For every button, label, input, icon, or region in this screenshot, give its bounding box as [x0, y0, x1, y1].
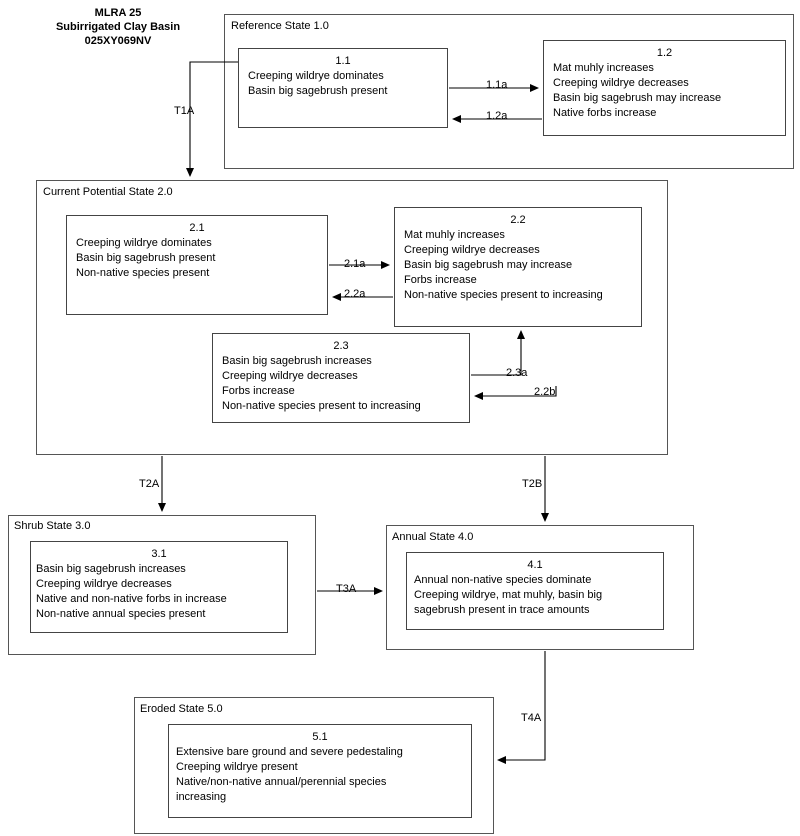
- pathway-label-2-1a: 2.1a: [344, 258, 366, 270]
- phase-box-5-1: [168, 724, 472, 818]
- phase-number-1-2: 1.2: [656, 47, 673, 59]
- phase-box-2-1: [66, 215, 328, 315]
- phase-number-1-1: 1.1: [335, 55, 351, 67]
- phase-line-3-1-2: Native and non-native forbs in increase: [36, 593, 227, 605]
- transition-label-t2a: T2A: [139, 478, 160, 490]
- phase-line-5-1-0: Extensive bare ground and severe pedestaling: [176, 746, 403, 758]
- phase-line-5-1-2: Native/non-native annual/perennial species: [176, 776, 387, 788]
- phase-number-4-1: 4.1: [527, 559, 543, 571]
- pathway-label-2-2a: 2.2a: [344, 288, 366, 300]
- state-label-current-potential: Current Potential State 2.0: [43, 186, 173, 198]
- phase-line-3-1-1: Creeping wildrye decreases: [36, 578, 172, 590]
- phase-line-4-1-1: Creeping wildrye, mat muhly, basin big: [414, 589, 603, 601]
- pathway-label-2-2b: 2.2b: [534, 386, 556, 398]
- phase-line-3-1-3: Non-native annual species present: [36, 608, 206, 620]
- phase-line-2-3-0: Basin big sagebrush increases: [222, 355, 372, 367]
- pathway-label-1-1a: 1.1a: [486, 79, 508, 91]
- state-label-annual: Annual State 4.0: [392, 531, 474, 543]
- transition-label-t1a: T1A: [174, 105, 195, 117]
- phase-line-5-1-3: increasing: [176, 791, 227, 803]
- phase-box-4-1: [406, 552, 664, 630]
- transition-label-t2b: T2B: [522, 478, 543, 490]
- phase-line-2-1-1: Basin big sagebrush present: [76, 252, 216, 264]
- phase-box-1-1: [238, 48, 448, 128]
- phase-line-4-1-0: Annual non-native species dominate: [414, 574, 592, 586]
- pathway-label-2-3a: 2.3a: [506, 367, 528, 379]
- state-label-reference: Reference State 1.0: [231, 20, 329, 32]
- phase-line-1-2-1: Creeping wildrye decreases: [553, 77, 689, 89]
- state-label-shrub: Shrub State 3.0: [14, 520, 91, 532]
- phase-line-2-2-1: Creeping wildrye decreases: [404, 244, 540, 256]
- state-label-eroded: Eroded State 5.0: [140, 703, 223, 715]
- phase-number-2-1: 2.1: [189, 222, 205, 234]
- phase-line-2-1-2: Non-native species present: [76, 267, 210, 279]
- diagram-title: [38, 6, 198, 48]
- title-line-1: MLRA 25: [94, 7, 142, 19]
- phase-line-4-1-2: sagebrush present in trace amounts: [414, 604, 590, 616]
- title-line-2: Subirrigated Clay Basin: [55, 21, 181, 33]
- phase-line-2-3-2: Forbs increase: [222, 385, 295, 397]
- phase-line-2-2-2: Basin big sagebrush may increase: [404, 259, 573, 271]
- phase-box-1-2: [543, 40, 786, 136]
- transition-label-t4a: T4A: [521, 712, 542, 724]
- phase-box-3-1: [30, 541, 288, 633]
- phase-line-2-1-0: Creeping wildrye dominates: [76, 237, 212, 249]
- phase-number-3-1: 3.1: [151, 548, 167, 560]
- title-line-3: 025XY069NV: [84, 35, 152, 47]
- phase-line-1-2-3: Native forbs increase: [553, 107, 657, 119]
- phase-line-1-2-0: Mat muhly increases: [553, 62, 654, 74]
- phase-line-2-2-0: Mat muhly increases: [404, 229, 505, 241]
- phase-line-2-2-3: Forbs increase: [404, 274, 477, 286]
- phase-number-2-2: 2.2: [510, 214, 526, 226]
- phase-line-2-3-1: Creeping wildrye decreases: [222, 370, 358, 382]
- phase-number-2-3: 2.3: [333, 340, 349, 352]
- phase-line-1-2-2: Basin big sagebrush may increase: [553, 92, 722, 104]
- pathway-label-1-2a: 1.2a: [486, 110, 508, 122]
- phase-line-2-2-4: Non-native species present to increasing: [404, 289, 603, 301]
- phase-box-2-3: [212, 333, 470, 423]
- phase-line-2-3-3: Non-native species present to increasing: [222, 400, 421, 412]
- phase-number-5-1: 5.1: [312, 731, 328, 743]
- phase-line-1-1-0: Creeping wildrye dominates: [248, 70, 384, 82]
- phase-line-3-1-0: Basin big sagebrush increases: [36, 563, 186, 575]
- phase-box-2-2: [394, 207, 642, 327]
- transition-label-t3a: T3A: [336, 583, 357, 595]
- phase-line-5-1-1: Creeping wildrye present: [176, 761, 298, 773]
- phase-line-1-1-1: Basin big sagebrush present: [248, 85, 388, 97]
